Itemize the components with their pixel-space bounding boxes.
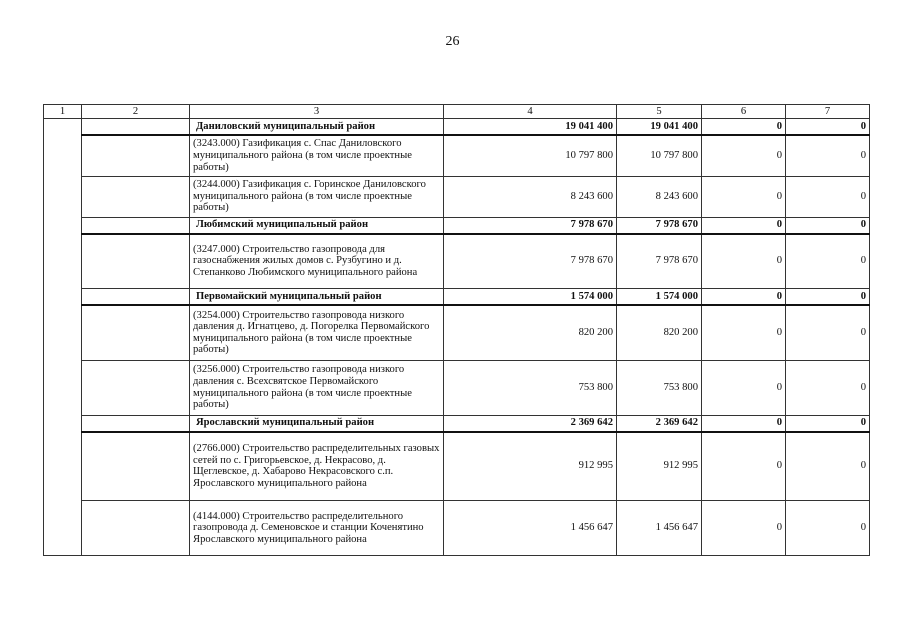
amount-cell: 7 978 670 [617, 217, 702, 234]
amount-cell: 912 995 [444, 432, 617, 501]
column-header: 2 [82, 105, 190, 119]
amount-cell: 0 [786, 234, 870, 289]
row-number-cell [44, 119, 82, 556]
amount-cell: 0 [786, 501, 870, 556]
table-row [44, 501, 870, 556]
amount-cell: 7 978 670 [444, 217, 617, 234]
amount-cell: 2 369 642 [444, 415, 617, 432]
amount-cell: 1 456 647 [444, 501, 617, 556]
item-description: (3247.000) Строительство газопровода для газоснабжения жилых домов с. Рузбугино и д. Степанково Любимского муниципального района [190, 234, 444, 289]
table-row [44, 234, 870, 289]
amount-cell: 10 797 800 [617, 135, 702, 176]
amount-cell: 8 243 600 [617, 176, 702, 217]
table-row [44, 135, 870, 176]
amount-cell: 0 [702, 501, 786, 556]
amount-cell: 19 041 400 [444, 119, 617, 136]
amount-cell: 0 [786, 360, 870, 415]
code-cell [82, 135, 190, 176]
code-cell [82, 217, 190, 234]
amount-cell: 753 800 [617, 360, 702, 415]
code-cell [82, 119, 190, 136]
amount-cell: 0 [702, 415, 786, 432]
amount-cell: 820 200 [444, 305, 617, 360]
code-cell [82, 415, 190, 432]
amount-cell: 0 [786, 305, 870, 360]
column-header: 5 [617, 105, 702, 119]
table-row [44, 305, 870, 360]
amount-cell: 912 995 [617, 432, 702, 501]
code-cell [82, 176, 190, 217]
code-cell [82, 432, 190, 501]
header-row [44, 105, 870, 119]
item-description: (3243.000) Газификация с. Спас Даниловского муниципального района (в том числе проектные работы) [190, 135, 444, 176]
table-row [44, 176, 870, 217]
amount-cell: 0 [786, 176, 870, 217]
amount-cell: 0 [786, 217, 870, 234]
amount-cell: 7 978 670 [617, 234, 702, 289]
table-row [44, 289, 870, 306]
amount-cell: 820 200 [617, 305, 702, 360]
table-row [44, 217, 870, 234]
amount-cell: 0 [702, 217, 786, 234]
code-cell [82, 360, 190, 415]
code-cell [82, 289, 190, 306]
column-header: 7 [786, 105, 870, 119]
amount-cell: 0 [702, 176, 786, 217]
code-cell [82, 305, 190, 360]
amount-cell: 0 [702, 289, 786, 306]
amount-cell: 0 [786, 415, 870, 432]
page-number: 26 [445, 34, 460, 49]
item-description: (4144.000) Строительство распределительного газопровода д. Семеновское и станции Коченятино Ярославского муниципального района [190, 501, 444, 556]
amount-cell: 753 800 [444, 360, 617, 415]
district-name: Даниловский муниципальный район [190, 119, 444, 136]
item-description: (3256.000) Строительство газопровода низкого давления с. Всехсвятское Первомайского муниципального района (в том числе проектные работы) [190, 360, 444, 415]
amount-cell: 0 [702, 432, 786, 501]
amount-cell: 0 [702, 119, 786, 136]
table-row [44, 415, 870, 432]
district-name: Любимский муниципальный район [190, 217, 444, 234]
budget-table [43, 104, 870, 556]
district-name: Ярославский муниципальный район [190, 415, 444, 432]
amount-cell: 0 [702, 135, 786, 176]
column-header: 1 [44, 105, 82, 119]
district-name: Первомайский муниципальный район [190, 289, 444, 306]
amount-cell: 1 574 000 [444, 289, 617, 306]
amount-cell: 0 [786, 432, 870, 501]
table-row [44, 119, 870, 136]
column-header: 3 [190, 105, 444, 119]
amount-cell: 0 [786, 289, 870, 306]
amount-cell: 0 [702, 234, 786, 289]
code-cell [82, 501, 190, 556]
amount-cell: 1 574 000 [617, 289, 702, 306]
amount-cell: 0 [786, 119, 870, 136]
amount-cell: 0 [786, 135, 870, 176]
table-row [44, 432, 870, 501]
code-cell [82, 234, 190, 289]
item-description: (3244.000) Газификация с. Горинское Даниловского муниципального района (в том числе проектные работы) [190, 176, 444, 217]
amount-cell: 0 [702, 360, 786, 415]
column-header: 6 [702, 105, 786, 119]
table-row [44, 360, 870, 415]
amount-cell: 10 797 800 [444, 135, 617, 176]
item-description: (2766.000) Строительство распределительных газовых сетей по с. Григорьевское, д. Некрасово, д. Щеглевское, д. Хабарово Некрасовского с.п. Ярославского муниципального района [190, 432, 444, 501]
amount-cell: 7 978 670 [444, 234, 617, 289]
amount-cell: 2 369 642 [617, 415, 702, 432]
amount-cell: 0 [702, 305, 786, 360]
column-header: 4 [444, 105, 617, 119]
amount-cell: 1 456 647 [617, 501, 702, 556]
amount-cell: 8 243 600 [444, 176, 617, 217]
amount-cell: 19 041 400 [617, 119, 702, 136]
item-description: (3254.000) Строительство газопровода низкого давления д. Игнатцево, д. Погорелка Первомайского муниципального района (в том числе проектные работы) [190, 305, 444, 360]
